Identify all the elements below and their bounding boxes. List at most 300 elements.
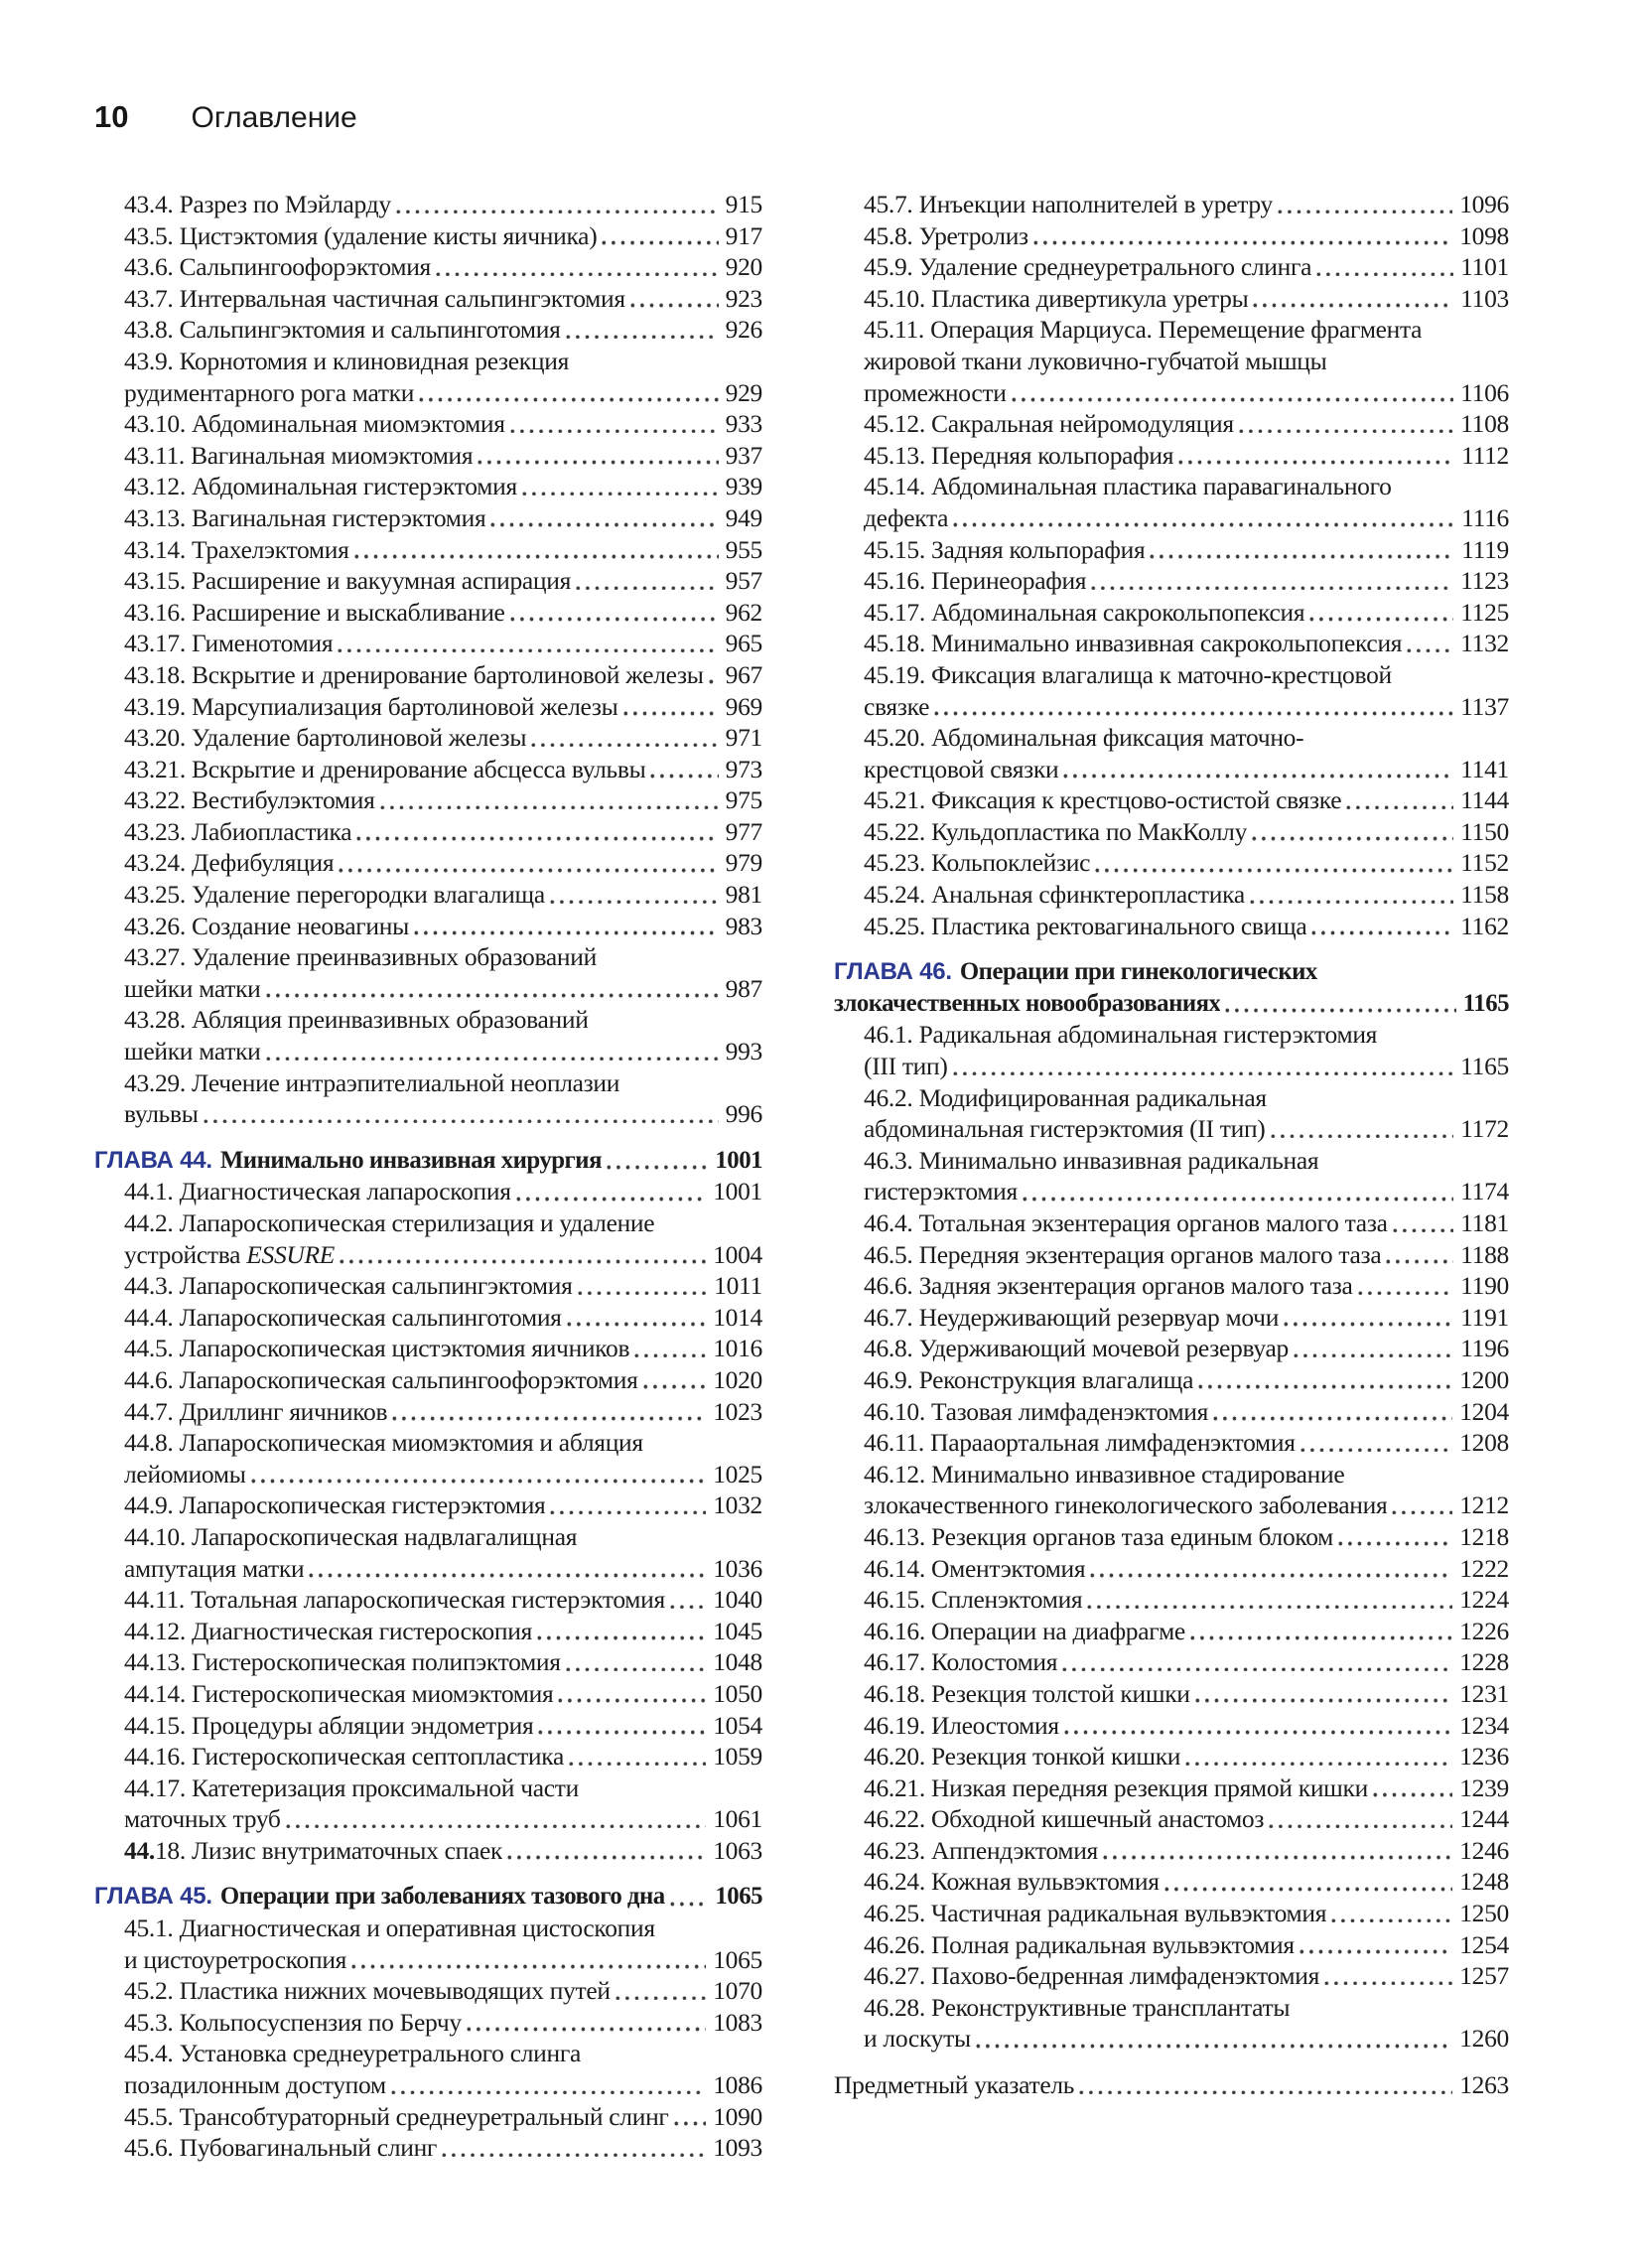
toc-line xyxy=(834,879,1509,911)
dot-leader xyxy=(1064,1730,1452,1735)
toc-text-fragment: 18. Лизис внутриматочных спаек xyxy=(154,1835,503,1865)
toc-entry xyxy=(94,283,762,315)
toc-text-fragment: 45.16. Перинеорафия xyxy=(864,566,1087,596)
page-number: 971 xyxy=(725,723,762,753)
toc-text-fragment: 45.15. Задняя кольпорафия xyxy=(864,534,1146,564)
page-number: 1054 xyxy=(713,1710,762,1740)
page-number: 1101 xyxy=(1460,252,1509,282)
dot-leader xyxy=(1164,1887,1453,1892)
toc-line xyxy=(834,1772,1509,1804)
toc-entry-text xyxy=(124,1270,573,1302)
toc-line xyxy=(834,565,1509,597)
toc-entry xyxy=(94,2101,762,2133)
toc-line xyxy=(834,534,1509,566)
toc-entry xyxy=(94,784,762,816)
toc-line xyxy=(94,1835,762,1867)
dot-leader xyxy=(1331,1918,1452,1923)
toc-line xyxy=(834,1396,1509,1428)
page-number: 1014 xyxy=(713,1302,762,1332)
toc-text-fragment: 43.6. Сальпингоофорэктомия xyxy=(124,252,431,282)
page-number: 996 xyxy=(725,1099,762,1129)
page-number: 1108 xyxy=(1460,409,1509,439)
toc-entry xyxy=(94,722,762,754)
toc-line xyxy=(94,691,762,723)
toc-entry-text xyxy=(864,879,1245,911)
toc-entry xyxy=(94,2007,762,2039)
toc-column-left xyxy=(94,189,762,2164)
toc-entry-text xyxy=(124,189,391,220)
toc-entry xyxy=(834,1584,1509,1616)
dot-leader xyxy=(1250,900,1453,905)
toc-entry xyxy=(834,1019,1509,1081)
toc-entry-text xyxy=(864,847,1090,879)
page-number: 1050 xyxy=(713,1678,762,1708)
toc-entry-text xyxy=(124,1553,304,1585)
dot-leader xyxy=(566,335,719,340)
toc-entry-text xyxy=(124,1616,532,1647)
toc-entry xyxy=(834,408,1509,440)
toc-text-fragment: (III тип) xyxy=(864,1052,948,1081)
toc-line xyxy=(94,941,762,973)
page-number: 1132 xyxy=(1460,629,1509,658)
toc-entry xyxy=(834,1364,1509,1396)
dot-leader xyxy=(380,805,719,810)
page-number: 1096 xyxy=(1459,190,1509,218)
dot-leader xyxy=(1338,1541,1452,1546)
toc-entry xyxy=(834,784,1509,816)
page-number: 1023 xyxy=(713,1396,762,1426)
toc-text-fragment: 45.19. Фиксация влагалища к маточно-крестцовой xyxy=(864,659,1392,689)
toc-entry xyxy=(834,314,1509,408)
toc-entry-text xyxy=(864,1082,1267,1114)
toc-line xyxy=(94,1741,762,1772)
dot-leader xyxy=(709,679,719,684)
toc-entry-text xyxy=(124,1302,562,1334)
toc-text-fragment: связке xyxy=(864,691,930,721)
toc-entry xyxy=(834,659,1509,722)
toc-entry xyxy=(834,597,1509,629)
toc-line xyxy=(94,1881,762,1913)
toc-text-fragment: 46.1. Радикальная абдоминальная гистерэктомия xyxy=(864,1020,1378,1050)
page-number: 1196 xyxy=(1460,1334,1509,1363)
toc-line xyxy=(94,471,762,502)
toc-text-fragment: 46.21. Низкая передняя резекция прямой кишки xyxy=(864,1772,1368,1802)
toc-entry-text xyxy=(124,879,545,911)
toc-entry xyxy=(94,534,762,566)
toc-text-fragment: 43.24. Дефибуляция xyxy=(124,848,335,878)
toc-text-fragment: 45.25. Пластика ректовагинального свища xyxy=(864,911,1307,940)
toc-entry-text xyxy=(864,1521,1333,1553)
toc-entry xyxy=(94,1364,762,1396)
toc-entry xyxy=(94,691,762,723)
toc-line xyxy=(834,1176,1509,1207)
toc-text-fragment: 44.5. Лапароскопическая цистэктомия яичников xyxy=(124,1334,630,1363)
toc-text-fragment: 45.18. Минимально инвазивная сакрокольпопексия xyxy=(864,629,1403,658)
toc-line xyxy=(94,1364,762,1396)
toc-entry xyxy=(94,1975,762,2007)
toc-line xyxy=(94,1207,762,1239)
toc-line xyxy=(94,659,762,691)
page-number: 975 xyxy=(725,785,762,815)
dot-leader xyxy=(354,554,719,559)
toc-entry xyxy=(94,1521,762,1584)
toc-text-fragment: 46.2. Модифицированная радикальная xyxy=(864,1082,1267,1112)
toc-entry-text xyxy=(864,1239,1381,1271)
dot-leader xyxy=(414,930,719,935)
dot-leader xyxy=(953,522,1454,527)
toc-entry-text xyxy=(834,2069,1074,2101)
toc-text-fragment: 45.21. Фиксация к крестцово-остистой связке xyxy=(864,785,1342,815)
toc-line xyxy=(834,1364,1509,1396)
page-number: 1020 xyxy=(713,1364,762,1394)
toc-entry-text xyxy=(124,816,351,848)
toc-text-fragment: 45.7. Инъекции наполнителей в уретру xyxy=(864,190,1273,218)
toc-line xyxy=(834,1051,1509,1082)
toc-entry-text xyxy=(834,988,1220,1020)
page-number: 1065 xyxy=(713,1944,762,1974)
page-number: 1260 xyxy=(1459,2024,1509,2054)
toc-entry-text xyxy=(124,220,597,252)
toc-entry xyxy=(94,1710,762,1742)
toc-entry xyxy=(834,1427,1509,1459)
page-number: 1025 xyxy=(713,1459,762,1488)
toc-text-fragment: 44.14. Гистероскопическая миомэктомия xyxy=(124,1678,554,1708)
dot-leader xyxy=(391,2090,706,2095)
toc-line xyxy=(834,911,1509,942)
toc-text-fragment: 46.11. Парааортальная лимфаденэктомия xyxy=(864,1428,1296,1458)
toc-text-fragment: шейки матки xyxy=(124,973,261,1003)
dot-leader xyxy=(478,460,718,465)
page-number: 1228 xyxy=(1459,1647,1509,1677)
toc-entry xyxy=(94,346,762,408)
toc-entry-text xyxy=(864,1489,1387,1521)
page-number: 1083 xyxy=(713,2007,762,2037)
toc-entry xyxy=(834,1082,1509,1145)
toc-entry xyxy=(94,879,762,911)
dot-leader xyxy=(251,1479,707,1484)
toc-entry xyxy=(94,1270,762,1302)
page-number: 1254 xyxy=(1459,1929,1509,1959)
page-number: 1141 xyxy=(1460,754,1509,783)
toc-text-fragment: 45.24. Анальная сфинктеропластика xyxy=(864,880,1245,910)
dot-leader xyxy=(934,711,1453,716)
toc-line xyxy=(94,1616,762,1647)
toc-entry xyxy=(834,1396,1509,1428)
dot-leader xyxy=(522,492,719,496)
page-number: 1112 xyxy=(1461,440,1509,470)
toc-entry-text xyxy=(864,502,948,534)
toc-text-fragment: 46.20. Резекция тонкой кишки xyxy=(864,1742,1181,1772)
dot-leader xyxy=(674,2121,707,2126)
toc-chapter-entry xyxy=(834,956,1509,1019)
page-number: 1246 xyxy=(1459,1835,1509,1865)
dot-leader xyxy=(1090,1573,1452,1578)
page-number: 965 xyxy=(725,629,762,658)
toc-text-fragment: 43.27. Удаление преинвазивных образований xyxy=(124,942,597,972)
toc-entry-text xyxy=(864,2023,971,2055)
toc-text-fragment: 44.16. Гистероскопическая септопластика xyxy=(124,1742,565,1772)
toc-entry xyxy=(94,847,762,879)
toc-line xyxy=(94,440,762,472)
toc-line xyxy=(94,283,762,315)
dot-leader xyxy=(340,1259,706,1264)
page-number: 987 xyxy=(725,973,762,1003)
toc-line xyxy=(94,534,762,566)
toc-line xyxy=(834,1616,1509,1647)
toc-entry xyxy=(94,1913,762,1975)
toc-line xyxy=(834,1270,1509,1302)
toc-entry-text xyxy=(864,1051,948,1082)
toc-text-fragment: и лоскуты xyxy=(864,2024,971,2054)
page-number: 983 xyxy=(725,911,762,940)
toc-line xyxy=(94,1646,762,1678)
dot-leader xyxy=(1185,1762,1452,1767)
toc-entry-text xyxy=(124,377,414,409)
page-number: 1106 xyxy=(1460,377,1509,407)
toc-entry-text xyxy=(124,502,485,534)
toc-entry-text xyxy=(864,1584,1082,1616)
toc-text-fragment: 45.23. Кольпоклейзис xyxy=(864,848,1091,878)
toc-line xyxy=(834,659,1509,691)
page-number: 955 xyxy=(725,534,762,564)
toc-entry xyxy=(834,1270,1509,1302)
dot-leader xyxy=(338,648,718,653)
header-title: Оглавление xyxy=(191,101,357,134)
page-number: 1236 xyxy=(1459,1742,1509,1772)
toc-text-fragment: 45.2. Пластика нижних мочевыводящих путей xyxy=(124,1976,611,2006)
dot-leader xyxy=(578,1291,708,1296)
page-number: 993 xyxy=(725,1037,762,1066)
dot-leader xyxy=(1271,1134,1454,1139)
toc-entry xyxy=(834,1835,1509,1867)
toc-text-fragment: 43.11. Вагинальная миомэктомия xyxy=(124,440,474,470)
dot-leader xyxy=(204,1119,719,1124)
toc-text-fragment: 44.12. Диагностическая гистероскопия xyxy=(124,1616,533,1645)
toc-line xyxy=(94,1036,762,1067)
page-number: 1172 xyxy=(1460,1114,1509,1144)
header-page-number: 10 xyxy=(94,99,129,134)
toc-entry xyxy=(94,941,762,1004)
page-header xyxy=(94,99,1642,139)
toc-line xyxy=(94,1521,762,1553)
toc-entry-text xyxy=(124,1803,281,1835)
toc-entry xyxy=(834,1207,1509,1239)
toc-entry-text xyxy=(864,251,1311,283)
toc-entry-text xyxy=(864,1302,1279,1334)
toc-line xyxy=(834,346,1509,377)
toc-entry-text xyxy=(864,1019,1377,1051)
dot-leader xyxy=(607,1165,708,1170)
toc-chapter-entry xyxy=(94,1881,762,1913)
toc-text-fragment: 44.2. Лапароскопическая стерилизация и удаление xyxy=(124,1208,655,1237)
toc-text-fragment: 46.27. Пахово-бедренная лимфаденэктомия xyxy=(864,1961,1320,1991)
dot-leader xyxy=(1300,1448,1453,1453)
toc-line xyxy=(94,911,762,942)
toc-entry xyxy=(834,911,1509,942)
toc-entry-text xyxy=(124,2038,581,2069)
page-number: 1165 xyxy=(1462,989,1509,1017)
toc-line xyxy=(834,1710,1509,1742)
toc-entry-text xyxy=(864,346,1326,377)
dot-leader xyxy=(1253,303,1453,308)
toc-line xyxy=(94,1710,762,1742)
toc-line xyxy=(834,847,1509,879)
toc-line xyxy=(94,1772,762,1804)
dot-leader xyxy=(953,1071,1454,1076)
toc-entry-text xyxy=(124,251,431,283)
toc-entry-text xyxy=(124,784,375,816)
toc-text-fragment: 45.5. Трансобтураторный среднеуретральный слинг xyxy=(124,2101,669,2131)
toc-entry-text xyxy=(124,1772,579,1804)
toc-text-fragment: 43.21. Вскрытие и дренирование абсцесса вульвы xyxy=(124,754,646,783)
toc-text-fragment: Операции при заболеваниях тазового дна xyxy=(219,1883,665,1911)
toc-text-fragment: 43.8. Сальпингэктомия и сальпинготомия xyxy=(124,315,561,345)
page-number: 1065 xyxy=(715,1883,762,1911)
page-number: 1103 xyxy=(1460,283,1509,313)
toc-text-fragment: 44.3. Лапароскопическая сальпингэктомия xyxy=(124,1271,573,1301)
toc-text-fragment: маточных труб xyxy=(124,1804,281,1834)
toc-entry-text xyxy=(864,1113,1266,1145)
page-number: 1090 xyxy=(713,2101,762,2131)
toc-line xyxy=(834,784,1509,816)
toc-text-fragment: 43.10. Абдоминальная миомэктомия xyxy=(124,409,505,439)
toc-entry-text xyxy=(864,220,1028,252)
toc-line xyxy=(94,1145,762,1177)
toc-line xyxy=(834,722,1509,754)
dot-leader xyxy=(1033,240,1452,245)
dot-leader xyxy=(531,743,718,748)
toc-line xyxy=(94,1803,762,1835)
toc-entry xyxy=(94,659,762,691)
toc-line xyxy=(834,1082,1509,1114)
toc-entry xyxy=(94,2038,762,2100)
toc-entry-text xyxy=(864,1960,1319,1992)
dot-leader xyxy=(1309,617,1453,622)
toc-entry-text xyxy=(124,754,645,785)
toc-text-fragment: вульвы xyxy=(124,1099,199,1129)
page-number: 1086 xyxy=(713,2070,762,2100)
dot-leader xyxy=(1225,1008,1455,1013)
toc-line xyxy=(94,1333,762,1364)
toc-line xyxy=(834,1929,1509,1961)
toc-entry-text xyxy=(864,440,1173,472)
toc-entry-text xyxy=(864,1646,1057,1678)
toc-entry xyxy=(834,1803,1509,1835)
page-number: 977 xyxy=(725,816,762,846)
toc-entry-text xyxy=(124,2069,386,2101)
toc-entry-text xyxy=(864,377,1007,409)
dot-leader xyxy=(507,1855,706,1860)
toc-text-fragment: промежности xyxy=(864,377,1007,407)
dot-leader xyxy=(1393,1228,1454,1233)
toc-text-fragment: ESSURE xyxy=(246,1239,336,1269)
toc-text-fragment: 46.16. Операции на диафрагме xyxy=(864,1616,1185,1645)
toc-text-fragment: 43.13. Вагинальная гистерэктомия xyxy=(124,502,486,532)
toc-line xyxy=(834,1207,1509,1239)
toc-entry-text xyxy=(864,628,1402,659)
dot-leader xyxy=(339,868,718,873)
toc-entry-text xyxy=(864,1553,1085,1585)
page-number: 1165 xyxy=(1460,1052,1509,1081)
toc-entry-text xyxy=(124,1207,654,1239)
toc-entry-text xyxy=(124,1646,561,1678)
dot-leader xyxy=(569,1762,706,1767)
dot-leader xyxy=(309,1573,706,1578)
toc-entry-text xyxy=(124,691,618,723)
toc-text-fragment: Минимально инвазивная хирургия xyxy=(219,1146,603,1174)
toc-line xyxy=(94,1098,762,1130)
toc-line xyxy=(94,847,762,879)
toc-line xyxy=(94,1489,762,1521)
toc-entry xyxy=(94,1067,762,1130)
dot-leader xyxy=(392,1416,706,1421)
toc-line xyxy=(834,1584,1509,1616)
toc-columns xyxy=(94,189,1642,2164)
toc-line xyxy=(94,346,762,377)
toc-entry xyxy=(834,1521,1509,1553)
toc-entry-text xyxy=(124,1913,655,1944)
dot-leader xyxy=(1087,1605,1452,1610)
toc-text-fragment: 46.8. Удерживающий мочевой резервуар xyxy=(864,1334,1289,1363)
toc-line xyxy=(94,189,762,220)
dot-leader xyxy=(1300,1949,1452,1954)
toc-entry-text xyxy=(864,597,1304,629)
page-number: 915 xyxy=(725,190,762,218)
toc-line xyxy=(94,1176,762,1207)
page-number: 1263 xyxy=(1459,2070,1509,2100)
toc-text-fragment: 43.19. Марсупиализация бартолиновой железы xyxy=(124,691,618,721)
toc-entry xyxy=(94,408,762,440)
dot-leader xyxy=(510,617,719,622)
toc-line xyxy=(834,628,1509,659)
page-number: 917 xyxy=(725,220,762,250)
toc-line xyxy=(834,1866,1509,1898)
toc-line xyxy=(94,784,762,816)
toc-text-fragment: 43.15. Расширение и вакуумная аспирация xyxy=(124,566,572,596)
toc-text-fragment: 46.23. Аппендэктомия xyxy=(864,1835,1098,1865)
page-number: 973 xyxy=(725,754,762,783)
toc-text-fragment: 45.12. Сакральная нейромодуляция xyxy=(864,409,1234,439)
dot-leader xyxy=(538,1730,706,1735)
toc-text-fragment: 46.6. Задняя экзентерация органов малого таза xyxy=(864,1271,1353,1301)
page-number: 1004 xyxy=(713,1239,762,1269)
toc-line xyxy=(834,1898,1509,1929)
toc-text-fragment: 45.17. Абдоминальная сакрокольпопексия xyxy=(864,597,1305,627)
dot-leader xyxy=(1195,1698,1453,1703)
page-number: 1222 xyxy=(1459,1553,1509,1583)
dot-leader xyxy=(630,303,719,308)
page-number: 1212 xyxy=(1459,1490,1509,1520)
toc-entry-text xyxy=(864,1741,1180,1772)
toc-entry xyxy=(94,1741,762,1772)
toc-entry-text xyxy=(124,1584,665,1616)
toc-entry xyxy=(94,1584,762,1616)
toc-entry xyxy=(94,440,762,472)
toc-entry-text xyxy=(124,1678,553,1710)
toc-entry xyxy=(834,1646,1509,1678)
toc-text-fragment: 43.12. Абдоминальная гистерэктомия xyxy=(124,472,517,501)
toc-text-fragment: 44. xyxy=(124,1835,155,1865)
toc-line xyxy=(94,314,762,346)
toc-entry-text xyxy=(864,189,1273,220)
toc-text-fragment: крестцовой связки xyxy=(864,754,1059,783)
page-number: 1123 xyxy=(1460,566,1509,596)
toc-entry xyxy=(834,283,1509,315)
page-number: 1174 xyxy=(1460,1177,1509,1206)
toc-text-fragment: 44.13. Гистероскопическая полипэктомия xyxy=(124,1647,561,1677)
page-number: 1032 xyxy=(713,1490,762,1520)
toc-entry xyxy=(834,1553,1509,1585)
